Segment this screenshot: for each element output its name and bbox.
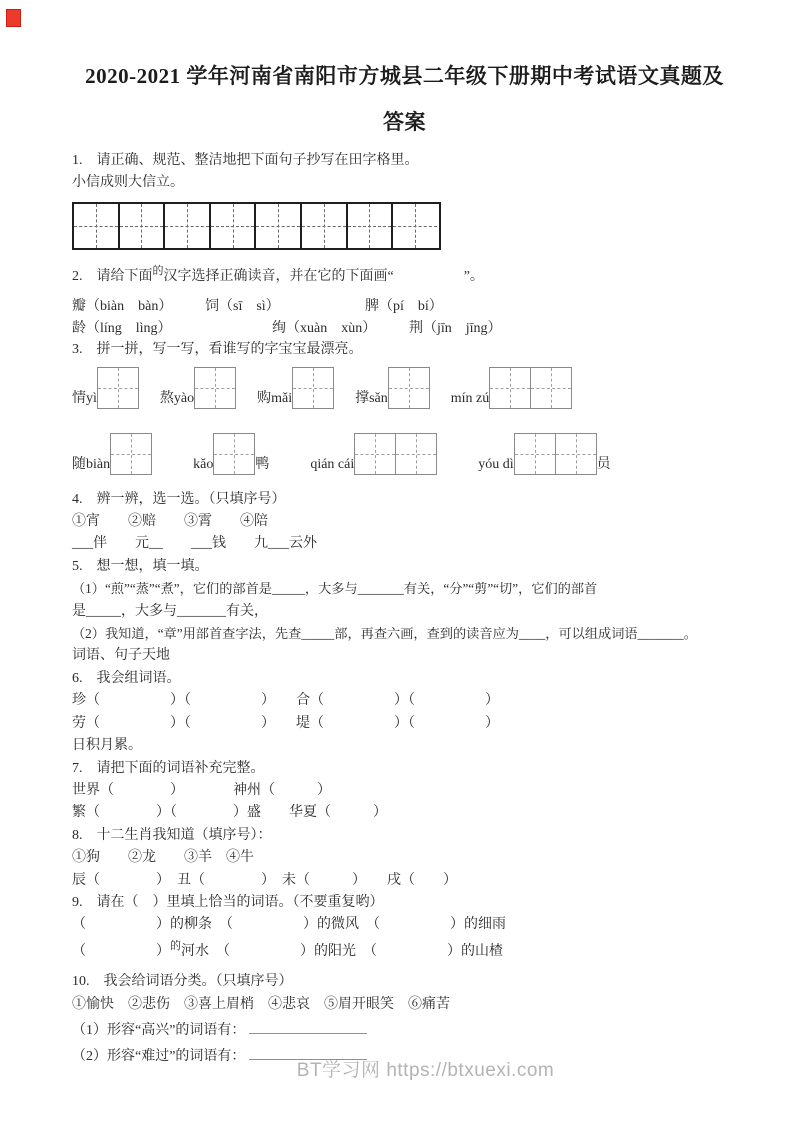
writing-box (110, 433, 152, 475)
write-item-label: kǎo (193, 456, 214, 472)
pinyin-item: 饲（sī sì） (205, 299, 280, 315)
question-8-fill-blanks: 辰（ ） 丑（ ） 未（ ） 戌（ ） (72, 872, 457, 888)
tianzige-cell (302, 204, 348, 248)
write-item (72, 433, 152, 475)
question-9-row-2 (72, 941, 737, 963)
question-10-sub1-text: （1）形容“高兴”的词语有： (72, 1022, 246, 1038)
tianzige-cell (348, 204, 394, 248)
write-item-label: 随biàn (72, 456, 111, 472)
question-3-write-row-1 (72, 367, 737, 409)
question-3-prompt: 3. 拼一拼，写一写，看谁写的字宝宝最漂亮。 (72, 342, 363, 358)
section-header: 词语、句子天地 (72, 648, 170, 664)
question-4-fill-blanks: ___伴 元__ ___钱 九___云外 (72, 536, 317, 552)
question-4-options: ①宵 ②赔 ③霄 ④陪 (72, 514, 268, 530)
question-6-row-1: 珍（ ）（ ） 合（ ）（ ） (72, 693, 499, 709)
writing-box (388, 367, 430, 409)
page-content (0, 62, 793, 1069)
write-item (310, 433, 437, 475)
question-9-superscript: 的 (170, 939, 181, 952)
tianzige-cell (165, 204, 211, 248)
question-10-sub1 (72, 1020, 737, 1042)
question-2-prompt-end: 汉字选择正确读音，并在它的下面画“ ”。 (163, 268, 484, 284)
question-8-prompt: 8. 十二生肖我知道（填序号）： (72, 827, 272, 843)
question-6-row-2: 劳（ ）（ ） 堤（ ）（ ） (72, 715, 499, 731)
writing-box (194, 367, 236, 409)
question-9-row-1: （ ）的柳条 （ ）的微风 （ ）的细雨 (72, 917, 506, 933)
red-stamp-icon (6, 9, 21, 27)
question-2-prompt-start: 2. 请给下面 (72, 268, 153, 284)
question-8-options: ①狗 ②龙 ③羊 ④牛 (72, 850, 254, 866)
write-item-label: 购mǎi (257, 390, 293, 406)
write-item (451, 367, 573, 409)
question-10-sub2-text: （2）形容“难过”的词语有： (72, 1049, 246, 1065)
write-item-suffix: 员 (596, 456, 611, 472)
question-2-pinyin-row-1 (72, 296, 737, 318)
question-9-prompt: 9. 请在（ ）里填上恰当的词语。（不要重复哟） (72, 894, 384, 910)
page-title (72, 62, 737, 136)
question-5-sub1-line2: 是_____，大多与_______有关， (72, 603, 268, 619)
writing-box (213, 433, 255, 475)
write-item-label: 情yì (72, 390, 97, 406)
tianzige-cell (393, 204, 437, 248)
tianzige-cell (74, 204, 120, 248)
question-7-row-2: 繁（ ）（ ）盛 华夏（ ） (72, 805, 387, 821)
question-2-pinyin-row-2 (72, 318, 737, 340)
tianzige-cell (211, 204, 257, 248)
question-9-row-2-end: 河水 （ ）的阳光 （ ）的山楂 (181, 943, 503, 959)
question-2-superscript: 的 (152, 264, 164, 277)
site-watermark: BT学习网 https://btxuexi.com (296, 1060, 555, 1081)
pinyin-item: 瓣（biàn bàn） (72, 299, 173, 315)
writing-box (555, 433, 597, 475)
question-7-row-1: 世界（ ） 神州（ ） (72, 782, 331, 798)
pinyin-item: 龄（líng lìng） (72, 320, 172, 336)
write-item (193, 433, 269, 475)
question-5-sub2: （2）我知道，“章”用部首查字法，先查_____部，再查六画，查到的读音应为____，可以组成词语_______。 (72, 626, 697, 642)
pinyin-item: 脾（pí bí） (365, 299, 443, 315)
writing-box (292, 367, 334, 409)
accumulation-header: 日积月累。 (72, 738, 142, 754)
writing-box (489, 367, 531, 409)
write-item-label: yóu dì (478, 456, 514, 472)
write-item (478, 433, 610, 475)
tianzige-grid (72, 202, 441, 250)
title-line-1: 2020-2021 学年河南省南阳市方城县二年级下册期中考试语文真题及 (85, 64, 724, 88)
write-item (72, 367, 139, 409)
write-item-label: mín zú (450, 390, 490, 406)
tianzige-cell (120, 204, 166, 248)
write-item (355, 367, 430, 409)
question-10-options: ①愉快 ②悲伤 ③喜上眉梢 ④悲哀 ⑤眉开眼笑 ⑥痛苦 (72, 996, 450, 1012)
write-item-label: 撑sǎn (355, 390, 388, 406)
writing-box (395, 433, 437, 475)
write-item-label: qián cái (310, 456, 355, 472)
question-4-prompt: 4. 辨一辨，选一选。（只填序号） (72, 491, 286, 507)
writing-box (97, 367, 139, 409)
write-item-suffix: 鸭 (255, 456, 270, 472)
question-2-prompt (72, 266, 737, 288)
question-1-prompt: 1. 请正确、规范、整洁地把下面句子抄写在田字格里。 (72, 153, 419, 168)
answer-blank-line (249, 1020, 367, 1034)
writing-box (514, 433, 556, 475)
writing-box (354, 433, 396, 475)
title-line-2: 答案 (383, 110, 426, 134)
question-3-write-row-2 (72, 433, 737, 475)
write-item-label: 熬yào (159, 390, 195, 406)
question-6-prompt: 6. 我会组词语。 (72, 670, 181, 686)
write-item (257, 367, 334, 409)
question-10-prompt: 10. 我会给词语分类。（只填序号） (72, 974, 293, 990)
write-item (160, 367, 236, 409)
question-5-sub1-line1: （1）“煎”“蒸”“煮”，它们的部首是_____，大多与_______有关，“分”“剪”“切”，它们的部首 (72, 581, 598, 597)
question-7-prompt: 7. 请把下面的词语补充完整。 (72, 760, 265, 776)
tianzige-cell (256, 204, 302, 248)
writing-box (530, 367, 572, 409)
pinyin-item: 绚（xuàn xùn） (272, 320, 377, 336)
question-5-prompt: 5. 想一想，填一填。 (72, 558, 209, 574)
question-1-sentence: 小信成则大信立。 (72, 175, 184, 191)
question-9-row-2-start: （ ） (72, 943, 170, 959)
pinyin-item: 荆（jīn jīng） (409, 320, 502, 336)
